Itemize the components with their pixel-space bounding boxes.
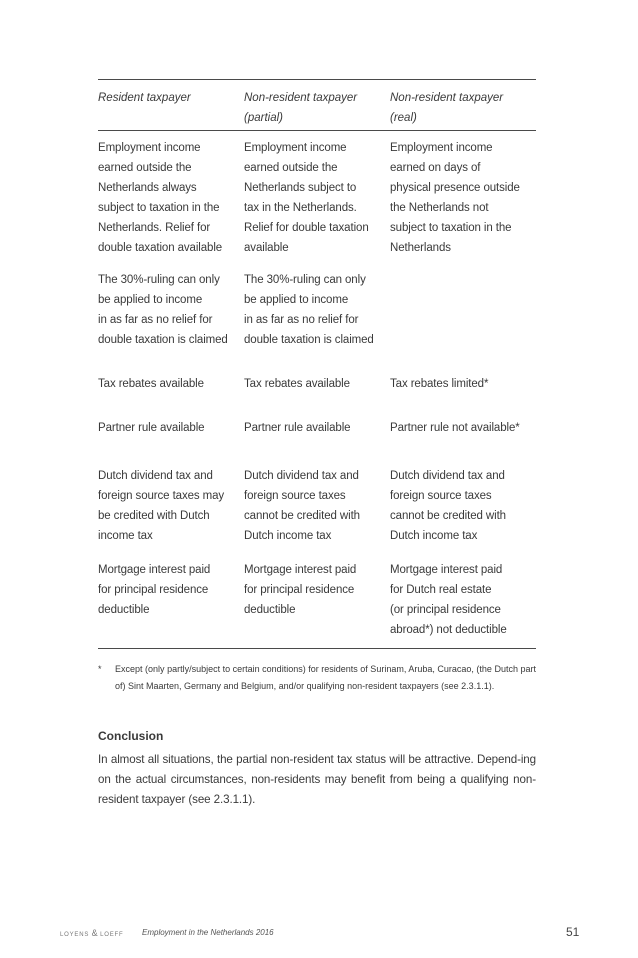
document-title: Employment in the Netherlands 2016 [142, 928, 274, 937]
logo-left-text: LOYENS [60, 932, 90, 938]
header-non-resident-partial: Non-resident taxpayer (partial) [244, 92, 358, 124]
page-footer [0, 926, 638, 942]
table-cell: The 30%-ruling can only be applied to income in as far as no relief for double taxation is claimed [244, 274, 374, 346]
table-cell: Partner rule not available* [390, 422, 520, 434]
logo-ampersand: & [91, 928, 98, 938]
page-number: 51 [566, 925, 580, 939]
table-cell: Partner rule available [98, 422, 205, 434]
conclusion-paragraph: In almost all situations, the partial non-resident tax status will be attractive. Depend-ing on the actual circumstances, non-residents may benefit from being a qualifying non-resident taxpayer (see 2.3.1.1). [98, 753, 536, 806]
table-cell: Tax rebates available [98, 378, 204, 390]
table-cell: Tax rebates available [244, 378, 350, 390]
footnote-text: Except (only partly/subject to certain conditions) for residents of Surinam, Aruba, Curacao, (the Dutch part of) Sint Maarten, Germany and Belgium, and/or qualifying non-resident taxpayers (see 2.3.1.1). [115, 664, 536, 691]
footnote [98, 661, 536, 695]
table-header-row [98, 80, 536, 130]
table-cell: Mortgage interest paid for principal residence deductible [244, 564, 357, 616]
table-row [98, 374, 536, 399]
table-cell: Employment income earned outside the Netherlands subject to tax in the Netherlands. Relief for double taxation available [244, 142, 369, 254]
header-non-resident-real: Non-resident taxpayer (real) [390, 92, 504, 124]
table-bottom-rule [98, 648, 536, 649]
table-row [98, 418, 536, 443]
table-row [98, 466, 536, 543]
table-row [98, 138, 536, 254]
table-cell: Tax rebates limited* [390, 378, 489, 390]
table-cell: Dutch dividend tax and foreign source taxes cannot be credited with Dutch income tax [244, 470, 360, 542]
table-cell [390, 270, 536, 350]
table-cell: Mortgage interest paid for principal residence deductible [98, 564, 211, 616]
table-cell: Employment income earned on days of physical presence outside the Netherlands not subject to taxation in the Netherlands [390, 142, 520, 254]
table-cell: Dutch dividend tax and foreign source taxes cannot be credited with Dutch income tax [390, 470, 506, 542]
table-cell: Mortgage interest paid for Dutch real estate (or principal residence abroad*) not deductible [390, 564, 507, 636]
conclusion-section [98, 727, 536, 810]
publisher-logo [60, 928, 123, 938]
table-cell: Partner rule available [244, 422, 351, 434]
comparison-table [98, 79, 536, 649]
conclusion-heading: Conclusion [98, 729, 164, 743]
table-cell: Employment income earned outside the Netherlands always subject to taxation in the Netherlands. Relief for double taxation available [98, 142, 223, 254]
footnote-mark: * [98, 664, 102, 674]
table-header-rule [98, 130, 536, 131]
header-resident: Resident taxpayer [98, 92, 191, 104]
table-cell: The 30%-ruling can only be applied to income in as far as no relief for double taxation is claimed [98, 274, 228, 346]
table-cell: Dutch dividend tax and foreign source taxes may be credited with Dutch income tax [98, 470, 225, 542]
table-row [98, 560, 536, 640]
logo-right-text: LOEFF [100, 932, 124, 938]
table-row [98, 270, 536, 350]
